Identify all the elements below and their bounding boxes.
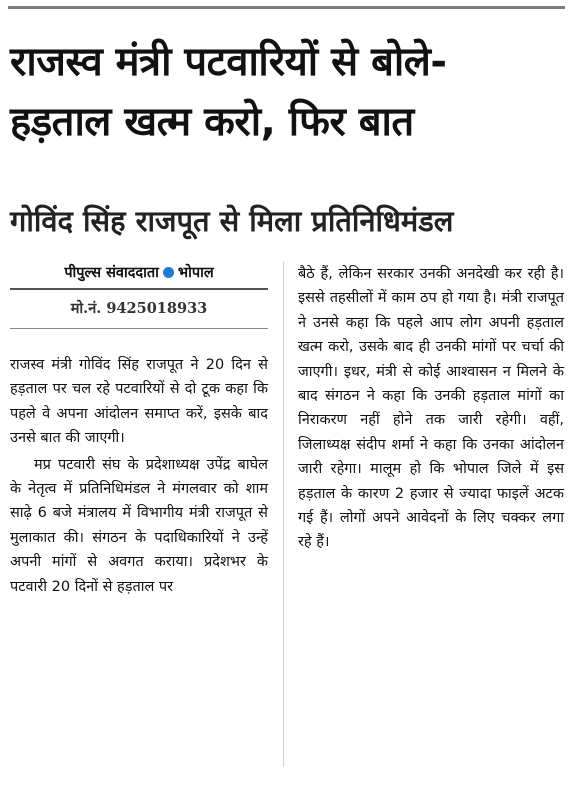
headline-line-2: हड़ताल खत्म करो, फिर बात <box>10 99 414 145</box>
column-divider <box>283 262 284 767</box>
headline-line-1: राजस्व मंत्री पटवारियों से बोले- <box>10 39 447 85</box>
contact-number: मो.नं. 9425018933 <box>70 300 208 317</box>
top-rule <box>8 6 565 9</box>
byline-location: भोपाल <box>177 265 214 281</box>
paragraph-1: राजस्व मंत्री गोविंद सिंह राजपूत ने 20 दिन से हड़ताल पर चल रहे पटवारियों से दो टूक कहा कि पहले वे अपना आंदोलन समाप्त करें, इसके बाद उनसे बात की जाएगी। <box>10 357 268 447</box>
subheadline: गोविंद सिंह राजपूत से मिला प्रतिनिधिमंडल <box>10 204 454 238</box>
byline <box>10 262 268 286</box>
paragraph-2: मप्र पटवारी संघ के प्रदेशाध्यक्ष उपेंद्र बाघेल के नेतृत्व में प्रतिनिधिमंडल ने मंगलवार को शाम साढ़े 6 बजे मंत्रालय में विभागीय मंत्री राजपूत से मुलाकात की। संगठन के पदाधिकारियों ने उन्हें अपनी मांगों से अवगत कराया। प्रदेशभर के पटवारी 20 दिनों से हड़ताल पर <box>10 456 268 595</box>
paragraph-3: बैठे हैं, लेकिन सरकार उनकी अनदेखी कर रही है। इससे तहसीलों में काम ठप हो गया है। मंत्री राजपूत ने उनसे कहा कि पहले आप लोग अपनी हड़ताल खत्म करो, उसके बाद ही उनकी मांगों पर चर्चा की जाएगी। इधर, मंत्री से कोई आश्वासन न मिलने के बाद संगठन ने कहा कि उनकी हड़ताल मांगों का निराकरण नहीं होने तक जारी रहेगी। वहीं, जिलाध्यक्ष संदीप शर्मा ने कहा कि उनका आंदोलन जारी रहेगा। मालूम हो कि भोपाल जिले में इस हड़ताल के कारण 2 हजार से ज्यादा फाइलें अटक गई हैं। लोगों अपने आवेदनों के लिए चक्कर लगा रहे हैं। <box>298 266 564 551</box>
column-left <box>10 262 268 599</box>
contact-rule <box>10 328 268 329</box>
byline-author: पीपुल्स संवाददाता <box>64 265 159 281</box>
column-right <box>298 262 564 555</box>
byline-dot-icon <box>163 267 174 278</box>
headline <box>10 32 565 152</box>
